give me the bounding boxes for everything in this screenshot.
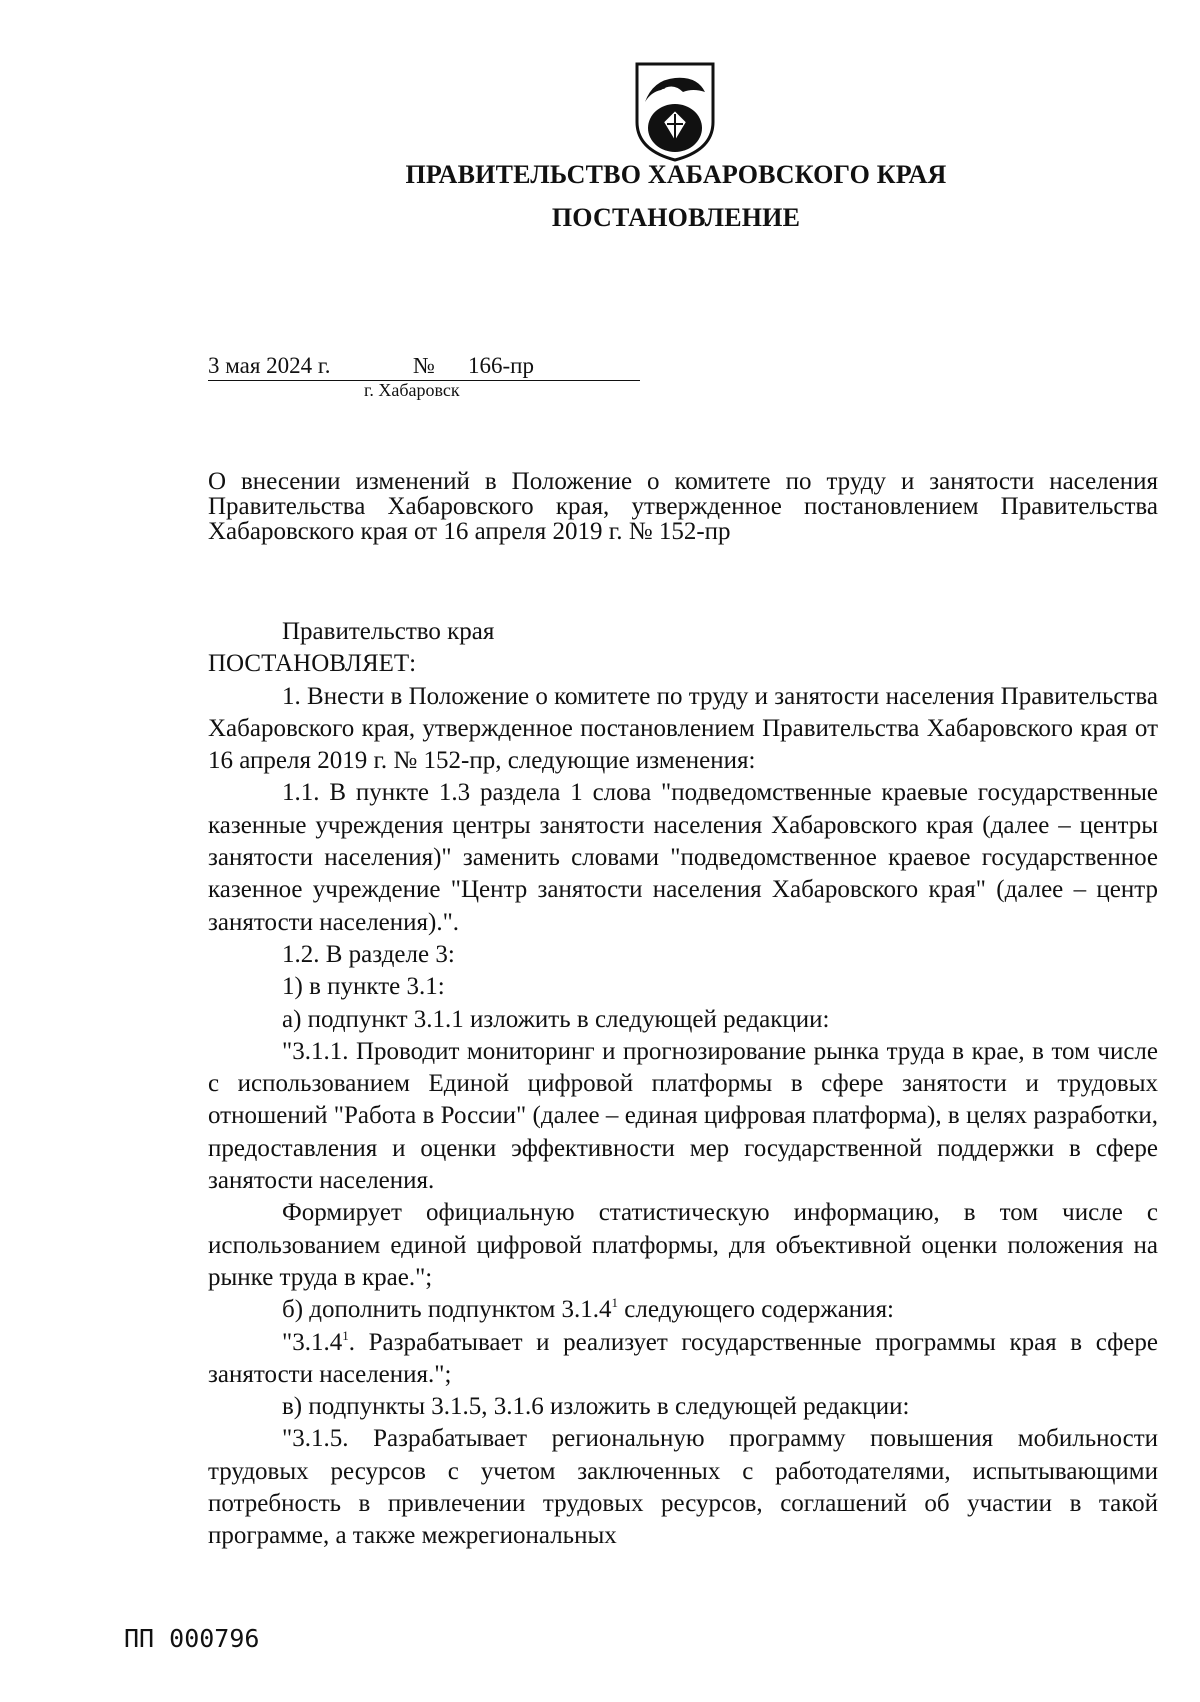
body-paragraph: 1.1. В пункте 1.3 раздела 1 слова "подведомственные краевые государственные казенные учреждения центры занятости населения Хабаровского края (далее – центры занятости населения)" заменить словами "подведомственное краевое государственное казенное учреждение "Центр занятости населения Хабаровского края" (далее – центр занятости населения).".: [208, 779, 1158, 936]
text-fragment: . Разрабатывает и реализует государственные программы края в сфере занятости населения.";: [208, 1328, 1158, 1388]
body-paragraph: Формирует официальную статистическую информацию, в том числе с использованием единой цифровой платформы, для объективной оценки положения на рынке труда в крае.";: [208, 1199, 1158, 1291]
form-code: ПП 000796: [124, 1624, 260, 1653]
document-number: 166-пр: [468, 353, 534, 378]
coat-of-arms-icon: [633, 62, 717, 162]
text-fragment: "3.1.4: [282, 1328, 343, 1356]
body-paragraph: ПОСТАНОВЛЯЕТ:: [208, 650, 417, 678]
body-paragraph: "3.1.1. Проводит мониторинг и прогнозирование рынка труда в крае, в том числе с использованием Единой цифровой платформы в сфере занятости и трудовых отношений "Работа в России" (далее – единая цифровая платформа), в целях разработки, предоставления и оценки эффективности мер государственной поддержки в сфере занятости населения.: [208, 1037, 1158, 1195]
body-paragraph: 1. Внести в Положение о комитете по труду и занятости населения Правительства Хабаровского края, утвержденное постановлением Правительства Хабаровского края от 16 апреля 2019 г. № 152-пр, следующие изменения:: [208, 682, 1158, 775]
body-paragraph: 1) в пункте 3.1:: [282, 973, 445, 1001]
body-paragraph: [208, 1327, 1158, 1392]
document-date: 3 мая 2024 г.: [208, 353, 331, 378]
body-paragraph: Правительство края: [282, 618, 495, 645]
body-paragraph: [208, 1294, 1158, 1326]
number-sign: №: [413, 353, 435, 378]
document-type-title: ПОСТАНОВЛЕНИЕ: [551, 203, 801, 232]
body-paragraph: "3.1.5. Разрабатывает региональную программу повышения мобильности трудовых ресурсов с учетом заключенных с работодателями, испытывающими потребность в привлечении трудовых ресурсов, соглашений об участии в такой программе, а также межрегиональных: [208, 1425, 1158, 1550]
document-subject: О внесении изменений в Положение о комитете по труду и занятости населения Правительства Хабаровского края, утвержденное постановлением Правительства Хабаровского края от 16 апреля 2019 г. № 152-пр: [208, 468, 1158, 545]
body-paragraph: а) подпункт 3.1.1 изложить в следующей редакции:: [282, 1005, 830, 1033]
document-city: г. Хабаровск: [364, 380, 460, 400]
government-title: ПРАВИТЕЛЬСТВО ХАБАРОВСКОГО КРАЯ: [405, 160, 947, 189]
body-paragraph: в) подпункты 3.1.5, 3.1.6 изложить в следующей редакции:: [282, 1393, 910, 1421]
superscript: 1: [342, 1327, 349, 1343]
text-fragment: следующего содержания:: [618, 1296, 895, 1324]
body-paragraph: 1.2. В разделе 3:: [282, 940, 455, 968]
date-number-line: [208, 342, 640, 381]
superscript: 1: [611, 1295, 619, 1311]
text-fragment: б) дополнить подпунктом 3.1.4: [282, 1296, 612, 1324]
document-body: [208, 616, 1158, 1553]
